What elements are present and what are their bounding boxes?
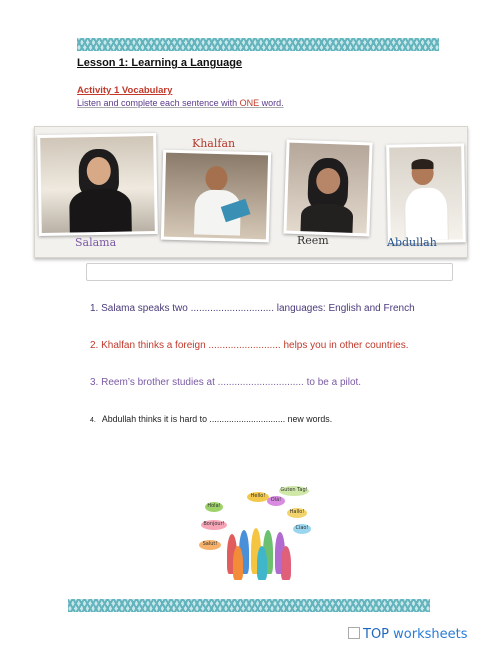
speech-bubble: Hello! <box>247 492 269 502</box>
answer-blank[interactable]: .......................... <box>208 340 281 351</box>
label-reem: Reem <box>297 234 329 247</box>
lesson-title: Lesson 1: Learning a Language <box>77 57 243 69</box>
question-text-end: languages: English and French <box>273 303 415 314</box>
brand-rest: worksheets <box>389 627 468 642</box>
footer-logo <box>348 627 468 642</box>
question-3 <box>90 377 361 388</box>
answer-input[interactable] <box>86 263 453 281</box>
instruction-text: Listen and complete each sentence with <box>77 98 240 108</box>
photo-reem <box>283 140 372 237</box>
question-4 <box>90 414 332 424</box>
photo-abdullah <box>386 143 466 243</box>
question-number: 2. <box>90 340 99 351</box>
logo-icon <box>348 627 360 639</box>
question-2 <box>90 340 409 351</box>
label-khalfan: Khalfan <box>192 137 236 150</box>
answer-blank[interactable]: ............................... <box>217 377 304 388</box>
question-text: Salama speaks two <box>101 303 191 314</box>
question-text: Reem’s brother studies at <box>101 377 218 388</box>
instruction-emphasis: ONE <box>239 98 260 108</box>
answer-blank[interactable]: .............................. <box>190 303 274 314</box>
question-number: 3. <box>90 377 99 388</box>
speech-bubble: Olá! <box>267 496 285 506</box>
answer-blank[interactable]: ............................... <box>209 414 286 424</box>
question-text: Khalfan thinks a foreign <box>101 340 209 351</box>
label-salama: Salama <box>75 236 117 249</box>
question-text-end: new words. <box>285 414 333 424</box>
activity-instruction <box>77 98 284 108</box>
activity-title: Activity 1 Vocabulary <box>77 85 173 96</box>
question-text-end: to be a pilot. <box>303 377 362 388</box>
question-text-end: helps you in other countries. <box>280 340 409 351</box>
instruction-text-end: word. <box>259 98 284 108</box>
brand-top: TOP <box>363 627 390 642</box>
languages-illustration <box>195 474 320 584</box>
speech-bubble: Ciao! <box>293 524 311 534</box>
decorative-band-bottom <box>68 599 430 612</box>
question-1 <box>90 303 415 314</box>
question-number: 4. <box>90 417 96 424</box>
decorative-band-top <box>77 38 439 51</box>
speech-bubble: Hallo! <box>287 508 307 518</box>
question-text: Abdullah thinks it is hard to <box>101 414 210 424</box>
speech-bubble: Salut! <box>199 540 221 550</box>
question-number: 1. <box>90 303 99 314</box>
speech-bubble: Bonjour! <box>201 520 227 530</box>
speech-bubble: Guten Tag! <box>279 486 309 496</box>
photo-salama <box>37 133 158 236</box>
photo-khalfan <box>161 150 271 243</box>
speech-bubble: Hola! <box>205 502 223 512</box>
label-abdullah: Abdullah <box>387 236 437 249</box>
